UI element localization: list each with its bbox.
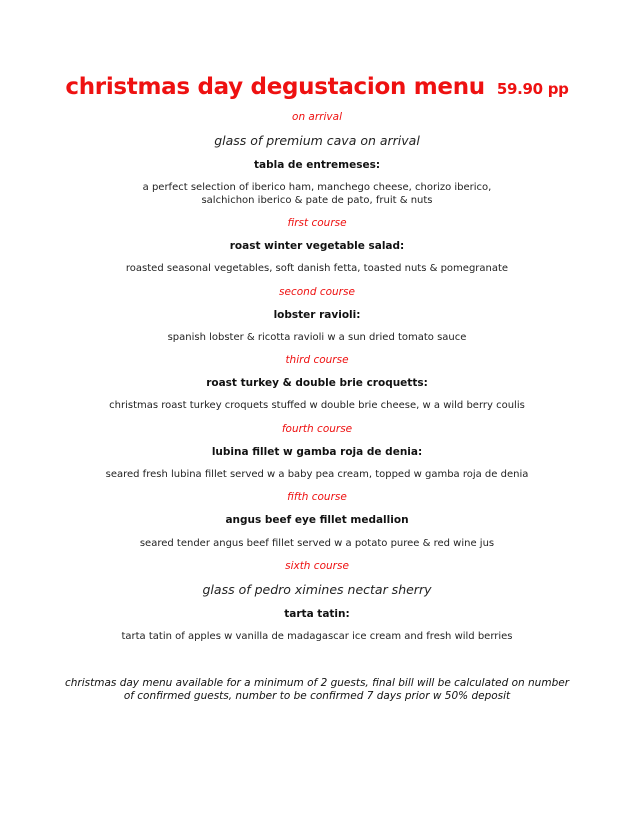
menu-price: 59.90 pp: [496, 80, 569, 98]
section-label-fifth-course: fifth course: [287, 491, 347, 503]
dish-description-line-2: salchichon iberico & pate de pato, fruit & nuts: [201, 195, 433, 206]
dish-tabla-de-entremeses: tabla de entremeses:: [253, 159, 381, 171]
dish-angus-beef-eye-fillet: angus beef eye fillet medallion: [225, 514, 409, 526]
dish-lubina-fillet: lubina fillet w gamba roja de denia:: [211, 446, 423, 458]
section-label-fourth-course: fourth course: [281, 423, 353, 435]
dish-roast-winter-vegetable-salad: roast winter vegetable salad:: [229, 240, 405, 252]
dish-tarta-tatin: tarta tatin:: [284, 608, 350, 620]
dish-roast-turkey-croquetts: roast turkey & double brie croquetts:: [206, 377, 428, 389]
dish-description: roasted seasonal vegetables, soft danish fetta, toasted nuts & pomegranate: [125, 263, 509, 274]
footer-note-line-2: of confirmed guests, number to be confirmed 7 days prior w 50% deposit: [123, 690, 511, 702]
dish-description: seared fresh lubina fillet served w a baby pea cream, topped w gamba roja de denia: [105, 469, 529, 480]
section-label-second-course: second course: [279, 286, 355, 298]
dish-description: tarta tatin of apples w vanilla de madagascar ice cream and fresh wild berries: [121, 631, 513, 642]
drink-cava: glass of premium cava on arrival: [214, 133, 420, 148]
dish-description: spanish lobster & ricotta ravioli w a sun dried tomato sauce: [167, 332, 467, 343]
dish-lobster-ravioli: lobster ravioli:: [273, 309, 361, 321]
section-label-on-arrival: on arrival: [292, 111, 342, 123]
footer-note-line-1: christmas day menu available for a minimum of 2 guests, final bill will be calculated on number: [64, 677, 570, 689]
menu-title: christmas day degustacion menu: [65, 74, 485, 100]
dish-description-line-1: a perfect selection of iberico ham, manchego cheese, chorizo iberico,: [142, 182, 492, 193]
section-label-sixth-course: sixth course: [285, 560, 349, 572]
section-label-third-course: third course: [285, 354, 349, 366]
section-label-first-course: first course: [287, 217, 347, 229]
drink-pedro-ximines-sherry: glass of pedro ximines nectar sherry: [202, 582, 432, 597]
menu-title-row: [0, 74, 634, 100]
dish-description: christmas roast turkey croquets stuffed w double brie cheese, w a wild berry coulis: [109, 400, 525, 411]
dish-description: seared tender angus beef fillet served w a potato puree & red wine jus: [139, 538, 495, 549]
